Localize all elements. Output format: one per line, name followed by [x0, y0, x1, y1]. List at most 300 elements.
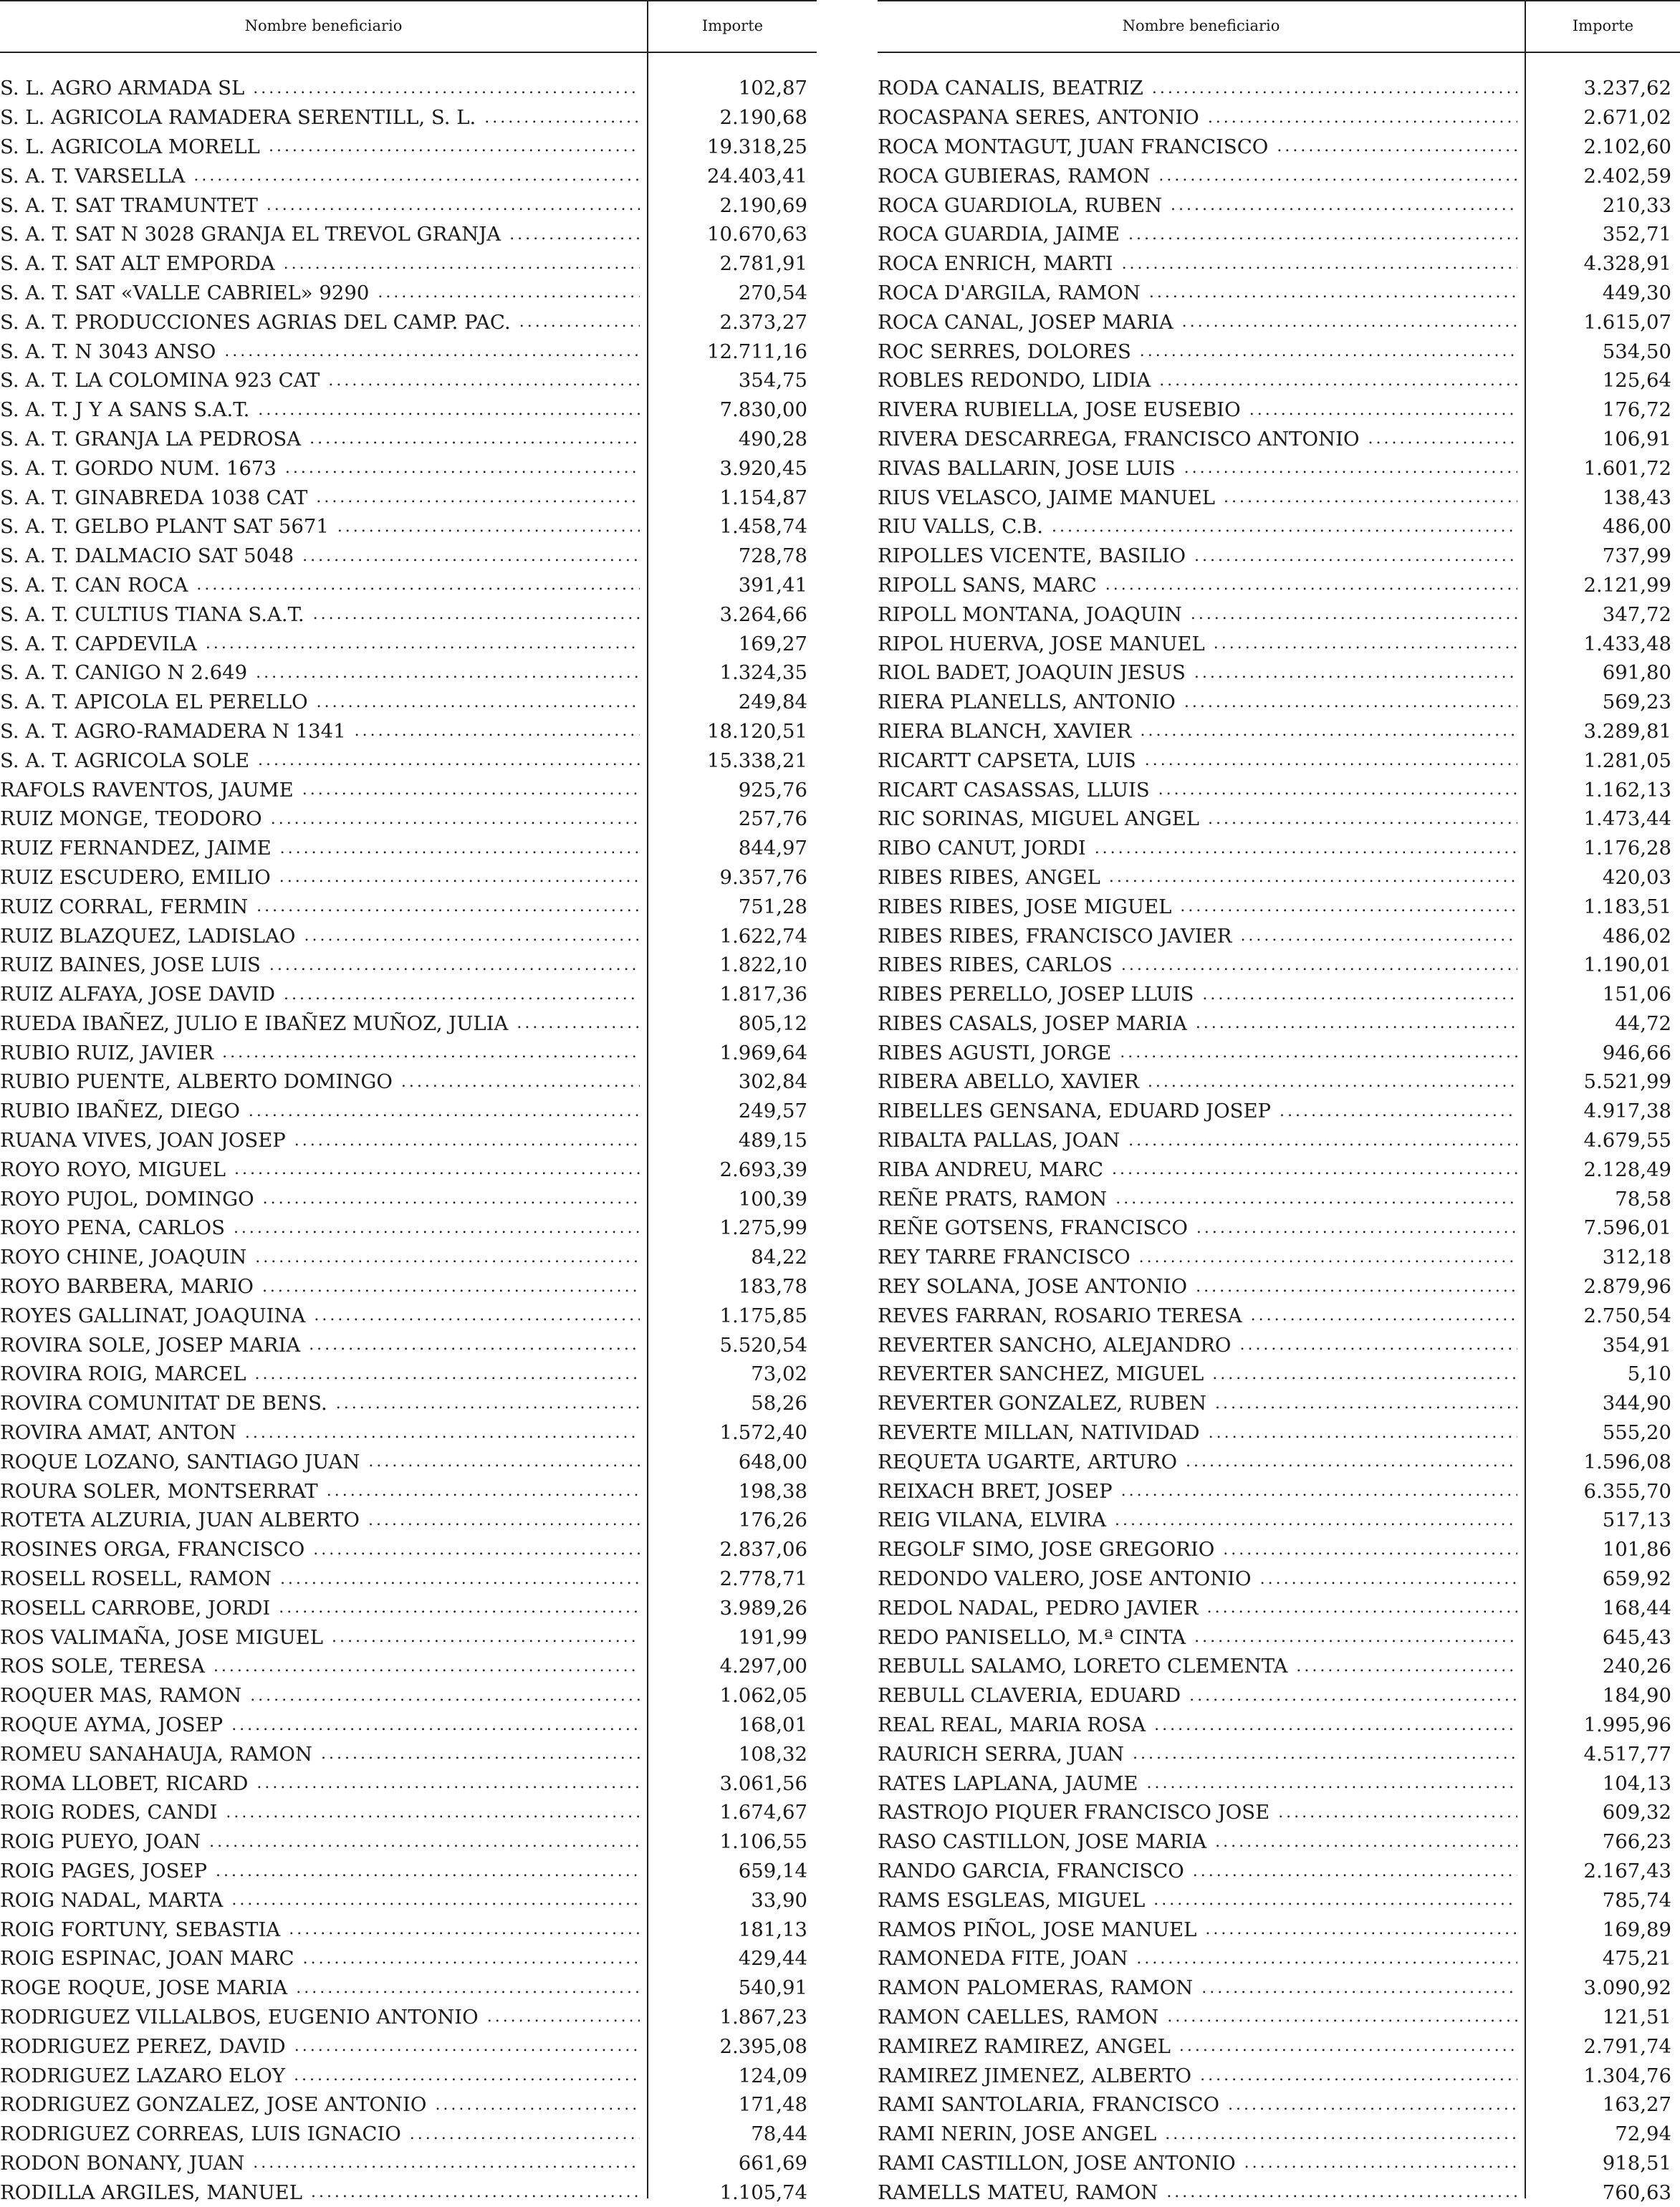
amount: 2.190,68: [719, 106, 807, 130]
beneficiary-name: RAMS ESGLEAS, MIGUEL: [878, 1888, 1146, 1912]
table-row: [878, 2061, 1680, 2090]
beneficiary-cell: [878, 895, 1525, 918]
dot-leader: [263, 1190, 640, 1208]
beneficiary-name: ROCA GUARDIA, JAIME: [878, 223, 1120, 246]
dot-leader: [258, 401, 640, 419]
beneficiary-name: ROIG ESPINAC, JOAN MARC: [0, 1947, 294, 1971]
dot-leader: [1167, 2008, 1517, 2026]
table-row: [0, 629, 817, 658]
beneficiary-cell: [878, 1655, 1525, 1678]
amount: 104,13: [1602, 1771, 1671, 1795]
table-row: [878, 658, 1680, 688]
amount: 4.517,77: [1583, 1742, 1671, 1766]
dot-leader: [1208, 109, 1517, 127]
amount: 2.373,27: [719, 310, 807, 334]
amount: 181,13: [738, 1918, 807, 1941]
dot-leader: [1209, 1424, 1517, 1442]
beneficiary-name: REDO PANISELLO, M.ª CINTA: [878, 1625, 1186, 1649]
table-row: [0, 834, 817, 863]
beneficiary-cell: [0, 1976, 647, 1999]
beneficiary-cell: [878, 953, 1525, 976]
table-row: [0, 103, 817, 133]
beneficiary-cell: [878, 398, 1525, 421]
beneficiary-cell: [878, 720, 1525, 743]
table-row: [0, 1126, 817, 1155]
beneficiary-cell: [878, 603, 1525, 626]
table-row: [878, 1009, 1680, 1039]
dot-leader: [1159, 372, 1517, 390]
amount: 728,78: [738, 544, 807, 568]
amount: 18.120,51: [707, 719, 807, 743]
beneficiary-name: ROTETA ALZURIA, JUAN ALBERTO: [0, 1509, 360, 1532]
beneficiary-cell: [878, 106, 1525, 129]
table-row: [878, 1973, 1680, 2003]
amount: 176,26: [738, 1509, 807, 1532]
amount: 2.879,96: [1583, 1275, 1671, 1299]
dot-leader: [1158, 167, 1517, 185]
beneficiary-name: REBULL CLAVERIA, EDUARD: [878, 1684, 1181, 1708]
beneficiary-name: S. A. T. GELBO PLANT SAT 5671: [0, 515, 329, 539]
amount: 569,23: [1602, 691, 1671, 714]
amount: 785,74: [1602, 1888, 1671, 1912]
table-row: [0, 571, 817, 600]
dot-leader: [256, 664, 640, 682]
table-row: [0, 775, 817, 804]
dot-leader: [316, 489, 640, 506]
beneficiary-name: RIU VALLS, C.B.: [878, 515, 1043, 539]
beneficiary-cell: [878, 165, 1525, 188]
amount: 106,91: [1602, 427, 1671, 451]
beneficiary-name: S. A. T. AGRO-RAMADERA N 1341: [0, 719, 346, 743]
table-row: [0, 746, 817, 775]
beneficiary-name: RIERA PLANELLS, ANTONIO: [878, 691, 1176, 714]
table-row: [0, 1155, 817, 1184]
beneficiary-name: RIVERA DESCARREGA, FRANCISCO ANTONIO: [878, 427, 1360, 451]
dot-leader: [327, 1482, 640, 1500]
header-name: Nombre beneficiario: [1122, 17, 1280, 34]
amount: 78,44: [751, 2122, 807, 2146]
beneficiary-name: S. A. T. SAT TRAMUNTET: [0, 193, 258, 217]
beneficiary-cell: [0, 2093, 647, 2116]
amount: 760,63: [1602, 2180, 1671, 2204]
beneficiary-name: REVERTER SANCHO, ALEJANDRO: [878, 1333, 1232, 1357]
table-row: [0, 658, 817, 688]
amount: 648,00: [738, 1450, 807, 1473]
beneficiary-cell: [878, 282, 1525, 304]
beneficiary-name: ROSELL ROSELL, RAMON: [0, 1567, 272, 1591]
dot-leader: [1145, 751, 1517, 769]
amount: 517,13: [1602, 1509, 1671, 1532]
dot-leader: [1166, 2183, 1517, 2201]
dot-leader: [401, 1073, 640, 1091]
dot-leader: [1133, 1745, 1517, 1763]
dot-leader: [255, 1249, 640, 1266]
beneficiary-name: REVES FARRAN, ROSARIO TERESA: [878, 1304, 1242, 1327]
beneficiary-name: ROVIRA COMUNITAT DE BENS.: [0, 1392, 327, 1415]
amount: 609,32: [1602, 1801, 1671, 1824]
dot-leader: [216, 1862, 640, 1880]
dot-leader: [1122, 255, 1517, 273]
dot-leader: [1115, 1511, 1517, 1529]
beneficiary-name: RUEDA IBAÑEZ, JULIO E IBAÑEZ MUÑOZ, JULIA: [0, 1011, 509, 1035]
amount: 1.674,67: [719, 1801, 807, 1824]
amount: 354,91: [1602, 1333, 1671, 1357]
beneficiary-cell: [0, 311, 647, 334]
table-row: [878, 1418, 1680, 1448]
beneficiary-name: REGOLF SIMO, JOSE GREGORIO: [878, 1538, 1215, 1562]
table-row: [878, 1213, 1680, 1243]
beneficiary-cell: [878, 1713, 1525, 1736]
table-row: [878, 1126, 1680, 1155]
amount: 240,26: [1602, 1655, 1671, 1678]
beneficiary-cell: [878, 311, 1525, 334]
beneficiary-name: ROGE ROQUE, JOSE MARIA: [0, 1976, 288, 2000]
amount: 659,92: [1602, 1567, 1671, 1591]
header-amount: Importe: [701, 17, 764, 34]
beneficiary-cell: [0, 1275, 647, 1298]
amount: 3.237,62: [1583, 77, 1671, 100]
beneficiary-cell: [878, 1451, 1525, 1473]
table-row: [0, 1564, 817, 1594]
beneficiary-name: ROCA MONTAGUT, JUAN FRANCISCO: [878, 135, 1269, 158]
beneficiary-cell: [878, 194, 1525, 217]
beneficiary-name: RAMELLS MATEU, RAMON: [878, 2180, 1158, 2204]
beneficiary-name: RODON BONANY, JUAN: [0, 2151, 245, 2175]
dot-leader: [1140, 342, 1517, 360]
beneficiary-cell: [878, 1889, 1525, 1912]
beneficiary-cell: [878, 807, 1525, 830]
beneficiary-name: RANDO GARCIA, FRANCISCO: [878, 1860, 1184, 1883]
table-row: [0, 249, 817, 279]
beneficiary-name: RIBES RIBES, JOSE MIGUEL: [878, 895, 1172, 918]
beneficiary-cell: [0, 1626, 647, 1649]
beneficiary-name: ROCA GUBIERAS, RAMON: [878, 164, 1151, 188]
dot-leader: [1165, 2125, 1517, 2143]
table-row: [878, 279, 1680, 308]
amount: 1.183,51: [1583, 895, 1671, 918]
amount: 1.105,74: [719, 2180, 807, 2204]
beneficiary-cell: [878, 428, 1525, 451]
beneficiary-cell: [878, 2093, 1525, 2116]
dot-leader: [509, 226, 640, 244]
beneficiary-name: RIBES CASALS, JOSEP MARIA: [878, 1011, 1187, 1035]
beneficiary-cell: [878, 1070, 1525, 1093]
beneficiary-cell: [0, 1188, 647, 1211]
table-row: [0, 1330, 817, 1360]
amount: 1.154,87: [719, 486, 807, 509]
dot-leader: [1280, 1102, 1517, 1120]
beneficiary-name: RIBES RIBES, FRANCISCO JAVIER: [878, 924, 1232, 948]
beneficiary-cell: [0, 165, 647, 188]
dot-leader: [231, 1716, 640, 1734]
beneficiary-name: ROCA GUARDIOLA, RUBEN: [878, 193, 1163, 217]
dot-leader: [1194, 664, 1517, 682]
beneficiary-name: REDOL NADAL, PEDRO JAVIER: [878, 1596, 1199, 1620]
beneficiary-name: RIBA ANDREU, MARC: [878, 1158, 1104, 1181]
beneficiary-cell: [878, 1538, 1525, 1561]
table-row: [0, 1097, 817, 1126]
amount: 1.615,07: [1583, 310, 1671, 334]
dot-leader: [1249, 401, 1517, 419]
beneficiary-cell: [0, 1304, 647, 1327]
table-row: [878, 717, 1680, 746]
table-row: [878, 1622, 1680, 1652]
table-row: [0, 1973, 817, 2003]
beneficiary-cell: [0, 1421, 647, 1444]
amount: 210,33: [1602, 193, 1671, 217]
amount: 1.304,76: [1583, 2064, 1671, 2087]
beneficiary-name: RODRIGUEZ GONZALEZ, JOSE ANTONIO: [0, 2093, 427, 2117]
beneficiary-name: RAMI CASTILLON, JOSE ANTONIO: [878, 2151, 1236, 2175]
beneficiary-name: S. A. T. SAT «VALLE CABRIEL» 9290: [0, 281, 370, 304]
table-row: [0, 425, 817, 454]
dot-leader: [294, 2037, 640, 2055]
beneficiary-cell: [0, 1830, 647, 1853]
beneficiary-name: ROYES GALLINAT, JOAQUINA: [0, 1304, 306, 1327]
amount: 1.281,05: [1583, 749, 1671, 772]
beneficiary-name: RIVAS BALLARIN, JOSE LUIS: [878, 456, 1176, 480]
beneficiary-cell: [878, 544, 1525, 567]
amount: 2.402,59: [1583, 164, 1671, 188]
beneficiary-name: RUIZ FERNANDEZ, JAIME: [0, 837, 272, 860]
beneficiary-cell: [878, 661, 1525, 684]
dot-leader: [234, 1160, 640, 1178]
beneficiary-name: RODRIGUEZ LAZARO ELOY: [0, 2064, 286, 2087]
amount: 3.989,26: [719, 1596, 807, 1620]
table-row: [878, 133, 1680, 162]
beneficiary-name: ROMEU SANAHAUJA, RAMON: [0, 1742, 312, 1766]
header-rule: [878, 52, 1680, 53]
table-row: [878, 863, 1680, 893]
amount: 1.106,55: [719, 1830, 807, 1854]
dot-leader: [1184, 693, 1517, 711]
beneficiary-cell: [878, 1509, 1525, 1532]
dot-leader: [303, 1950, 640, 1968]
dot-leader: [313, 1541, 640, 1559]
beneficiary-name: S. A. T. PRODUCCIONES AGRIAS DEL CAMP. PAC.: [0, 310, 511, 334]
beneficiary-cell: [878, 1188, 1525, 1211]
amount: 124,09: [738, 2064, 807, 2087]
amount: 15.338,21: [707, 749, 807, 772]
beneficiary-name: ROCASPANA SERES, ANTONIO: [878, 106, 1199, 130]
table-row: [878, 1330, 1680, 1360]
beneficiary-name: ROCA D'ARGILA, RAMON: [878, 281, 1141, 304]
beneficiary-cell: [0, 749, 647, 772]
beneficiary-cell: [878, 1304, 1525, 1327]
beneficiary-name: S. A. T. GORDO NUM. 1673: [0, 456, 277, 480]
dot-leader: [336, 1395, 640, 1413]
beneficiary-name: ROS VALIMAÑA, JOSE MIGUEL: [0, 1625, 323, 1649]
dot-leader: [280, 1570, 640, 1588]
amount: 1.572,40: [719, 1421, 807, 1445]
beneficiary-name: RIUS VELASCO, JAIME MANUEL: [878, 486, 1215, 509]
amount: 3.920,45: [719, 456, 807, 480]
dot-leader: [1205, 1920, 1517, 1938]
dot-leader: [410, 2125, 640, 2143]
beneficiary-name: RODRIGUEZ CORREAS, LUIS IGNACIO: [0, 2122, 401, 2146]
table-row: [0, 1711, 817, 1740]
dot-leader: [1278, 1804, 1517, 1822]
dot-leader: [302, 781, 640, 799]
dot-leader: [1179, 2037, 1517, 2055]
dot-leader: [206, 635, 640, 653]
beneficiary-cell: [878, 1362, 1525, 1385]
table-row: [878, 1885, 1680, 1915]
dot-leader: [1194, 547, 1517, 565]
beneficiary-cell: [0, 1012, 647, 1035]
amount: 4.297,00: [719, 1655, 807, 1678]
table-row: [0, 366, 817, 395]
beneficiary-cell: [878, 633, 1525, 655]
dot-leader: [1191, 605, 1517, 623]
dot-leader: [1136, 1950, 1517, 1968]
table-row: [0, 2120, 817, 2149]
amount: 2.190,69: [719, 193, 807, 217]
header-rule: [0, 52, 817, 53]
dot-leader: [1201, 1979, 1517, 1997]
table-row: [878, 425, 1680, 454]
table-row: [0, 2178, 817, 2207]
dot-leader: [1212, 1365, 1517, 1383]
amount: 2.102,60: [1583, 135, 1671, 158]
beneficiary-name: RUIZ CORRAL, FERMIN: [0, 895, 249, 918]
beneficiary-name: REIXACH BRET, JOSEP: [878, 1479, 1113, 1503]
table-row: [0, 863, 817, 893]
beneficiary-name: RIBES AGUSTI, JORGE: [878, 1041, 1112, 1064]
beneficiary-cell: [0, 1158, 647, 1181]
beneficiary-name: RODA CANALIS, BEATRIZ: [878, 77, 1143, 100]
table-row: [0, 453, 817, 483]
dot-leader: [250, 1687, 640, 1705]
dot-leader: [294, 2067, 640, 2085]
beneficiary-name: RIC SORINAS, MIGUEL ANGEL: [878, 807, 1200, 831]
beneficiary-name: RIBELLES GENSANA, EDUARD JOSEP: [878, 1100, 1272, 1123]
beneficiary-name: RAMOS PIÑOL, JOSE MANUEL: [878, 1918, 1197, 1941]
beneficiary-name: RATES LAPLANA, JAUME: [878, 1771, 1138, 1795]
amount: 691,80: [1602, 661, 1671, 685]
amount: 1.867,23: [719, 2005, 807, 2029]
beneficiary-name: S. A. T. GRANJA LA PEDROSA: [0, 427, 302, 451]
table-row: [878, 980, 1680, 1009]
table-row: [878, 1769, 1680, 1798]
beneficiary-name: ROVIRA AMAT, ANTON: [0, 1421, 236, 1445]
table-row: [0, 1301, 817, 1330]
amount: 4.328,91: [1583, 252, 1671, 276]
amount: 78,58: [1615, 1187, 1671, 1211]
dot-leader: [284, 255, 640, 273]
beneficiary-name: REÑE GOTSENS, FRANCISCO: [878, 1216, 1188, 1240]
beneficiary-name: RIPOLL MONTANA, JOAQUIN: [878, 602, 1182, 626]
amount: 7.830,00: [719, 398, 807, 422]
dot-leader: [253, 80, 640, 97]
beneficiary-name: RODILLA ARGILES, MANUEL: [0, 2180, 302, 2204]
amount: 176,72: [1602, 398, 1671, 422]
dot-leader: [1152, 80, 1517, 97]
beneficiary-cell: [0, 633, 647, 655]
table-row: [878, 453, 1680, 483]
beneficiary-name: RAMONEDA FITE, JOAN: [878, 1947, 1128, 1971]
dot-leader: [309, 430, 640, 448]
beneficiary-cell: [0, 1713, 647, 1736]
table-row: [0, 395, 817, 425]
dot-leader: [296, 1979, 640, 1997]
table-row: [878, 1652, 1680, 1681]
table-row: [878, 1798, 1680, 1827]
dot-leader: [368, 1453, 640, 1471]
beneficiary-cell: [878, 1976, 1525, 1999]
amount: 490,28: [738, 427, 807, 451]
beneficiary-name: S. L. AGRICOLA RAMADERA SERENTILL, S. L.: [0, 106, 476, 130]
table-row: [878, 2178, 1680, 2207]
amount: 169,27: [738, 632, 807, 655]
beneficiary-cell: [0, 779, 647, 802]
table-row: [878, 600, 1680, 629]
amount: 168,44: [1602, 1596, 1671, 1620]
amount: 58,26: [751, 1392, 807, 1415]
amount: 184,90: [1602, 1684, 1671, 1708]
beneficiary-cell: [0, 983, 647, 1006]
amount: 1.601,72: [1583, 456, 1671, 480]
table-row: [878, 1681, 1680, 1711]
table-row: [878, 804, 1680, 834]
amount: 125,64: [1602, 369, 1671, 393]
dot-leader: [254, 1365, 640, 1383]
beneficiary-cell: [0, 807, 647, 830]
dot-leader: [269, 138, 640, 155]
beneficiary-cell: [878, 1100, 1525, 1122]
amount: 249,57: [738, 1100, 807, 1123]
table-row: [0, 1535, 817, 1564]
amount: 2.128,49: [1583, 1158, 1671, 1181]
table-row: [878, 1038, 1680, 1067]
amount: 645,43: [1602, 1625, 1671, 1649]
amount: 33,90: [751, 1888, 807, 1912]
beneficiary-name: RICART CASASSAS, LLUIS: [878, 778, 1150, 802]
table-row: [878, 1301, 1680, 1330]
amount: 1.969,64: [719, 1041, 807, 1064]
beneficiary-name: REAL REAL, MARIA ROSA: [878, 1713, 1146, 1737]
beneficiary-name: RIPOLL SANS, MARC: [878, 573, 1097, 597]
beneficiary-name: RUBIO PUENTE, ALBERTO DOMINGO: [0, 1070, 393, 1094]
amount: 1.822,10: [719, 953, 807, 977]
beneficiary-name: ROIG RODES, CANDI: [0, 1801, 218, 1824]
beneficiary-cell: [878, 252, 1525, 275]
dot-leader: [1121, 956, 1517, 974]
beneficiary-name: REY TARRE FRANCISCO: [878, 1246, 1131, 1269]
beneficiary-cell: [0, 223, 647, 246]
amount: 249,84: [738, 691, 807, 714]
dot-leader: [1202, 986, 1517, 1004]
beneficiary-name: S. A. T. CANIGO N 2.649: [0, 661, 248, 685]
amount: 1.458,74: [719, 515, 807, 539]
amount: 1.995,96: [1583, 1713, 1671, 1737]
dot-leader: [311, 2183, 640, 2201]
beneficiary-cell: [878, 1772, 1525, 1795]
amount: 171,48: [738, 2093, 807, 2117]
beneficiary-cell: [0, 77, 647, 100]
table-row: [878, 191, 1680, 220]
beneficiary-name: RUIZ ALFAYA, JOSE DAVID: [0, 983, 276, 1006]
beneficiary-name: RIPOLLES VICENTE, BASILIO: [878, 544, 1186, 568]
table-row: [878, 483, 1680, 512]
amount: 844,97: [738, 837, 807, 860]
header-amount: Importe: [1572, 17, 1634, 34]
amount: 3.090,92: [1583, 1976, 1671, 2000]
table-row: [878, 951, 1680, 980]
beneficiary-name: ROCA CANAL, JOSEP MARIA: [878, 310, 1173, 334]
beneficiary-name: ROVIRA ROIG, MARCEL: [0, 1362, 246, 1386]
beneficiary-name: S. L. AGRICOLA MORELL: [0, 135, 260, 158]
